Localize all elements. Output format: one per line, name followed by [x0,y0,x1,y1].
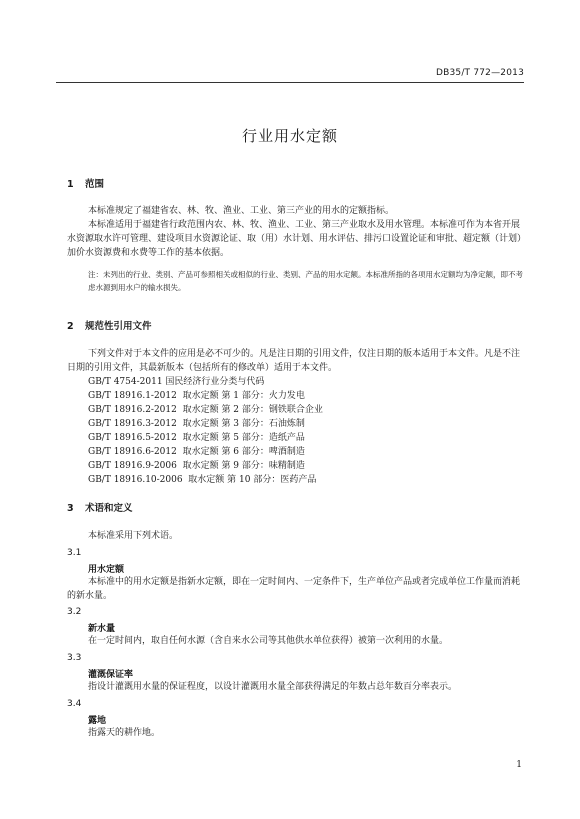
reference-item: GB/T 18916.10-2006 取水定额 第 10 部分：医药产品 [88,475,317,485]
section-1-note: 注：未列出的行业、类别、产品可参照相关或相似的行业、类别、产品的用水定额。本标准所指的各项用水定额均为净定额，即不考虑水源到用水户的输水损失。 [88,270,523,292]
term-name: 灌溉保证率 [88,670,134,680]
section-1-paragraph-2: 本标准适用于福建省行政范围内农、林、牧、渔业、工业、第三产业取水及用水管理。本标准可作为本省开展水资源取水许可管理、建设项目水资源论证、取（用）水计划、用水评估、排污口设置论证和审批、超定额（计划）加价水资源费和水费等工作的基本依据。 [67,220,522,258]
document-number: DB35/T 772—2013 [435,68,524,78]
section-3-intro: 本标准采用下列术语。 [88,531,179,541]
reference-item: GB/T 18916.9-2006 取水定额 第 9 部分：味精制造 [88,461,305,471]
reference-item: GB/T 18916.5-2012 取水定额 第 5 部分：造纸产品 [88,433,305,443]
header-rule [56,82,524,83]
section-1-heading [67,176,104,190]
section-number: 2 [67,321,74,332]
section-title: 范围 [85,179,105,190]
reference-item: GB/T 4754-2011 国民经济行业分类与代码 [88,377,265,387]
section-2-heading [67,318,152,332]
section-number: 1 [67,179,74,190]
document-title: 行业用水定额 [241,127,338,145]
term-definition: 指设计灌溉用水量的保证程度，以设计灌溉用水量全部获得满足的年数占总年数百分率表示。 [88,682,458,692]
section-3-heading [67,500,133,514]
term-number: 3.3 [67,653,82,663]
reference-item: GB/T 18916.3-2012 取水定额 第 3 部分：石油炼制 [88,419,305,429]
section-title: 术语和定义 [85,503,133,514]
term-definition: 指露天的耕作地。 [88,728,161,738]
section-title: 规范性引用文件 [85,321,152,332]
term-name: 露地 [88,716,107,726]
term-number: 3.4 [67,699,82,709]
term-name: 新水量 [88,624,116,634]
term-number: 3.1 [67,548,82,558]
reference-item: GB/T 18916.1-2012 取水定额 第 1 部分：火力发电 [88,391,305,401]
term-number: 3.2 [67,607,82,617]
reference-item: GB/T 18916.6-2012 取水定额 第 6 部分：啤酒制造 [88,447,305,457]
page-number: 1 [516,760,522,770]
section-number: 3 [67,503,74,514]
section-1-paragraph-1: 本标准规定了福建省农、林、牧、渔业、工业、第三产业的用水的定额指标。 [88,206,395,216]
section-2-intro: 下列文件对于本文件的应用是必不可少的。凡是注日期的引用文件，仅注日期的版本适用于本文件。凡是不注日期的引用文件，其最新版本（包括所有的修改单）适用于本文件。 [67,349,521,373]
reference-item: GB/T 18916.2-2012 取水定额 第 2 部分：钢铁联合企业 [88,405,323,415]
term-definition: 在一定时间内，取自任何水源（含自来水公司等其他供水单位获得）被第一次利用的水量。 [88,636,449,646]
term-definition: 本标准中的用水定额是指新水定额，即在一定时间内、一定条件下，生产单位产品或者完成单位工作量而消耗的新水量。 [67,577,521,601]
term-name: 用水定额 [88,565,125,575]
